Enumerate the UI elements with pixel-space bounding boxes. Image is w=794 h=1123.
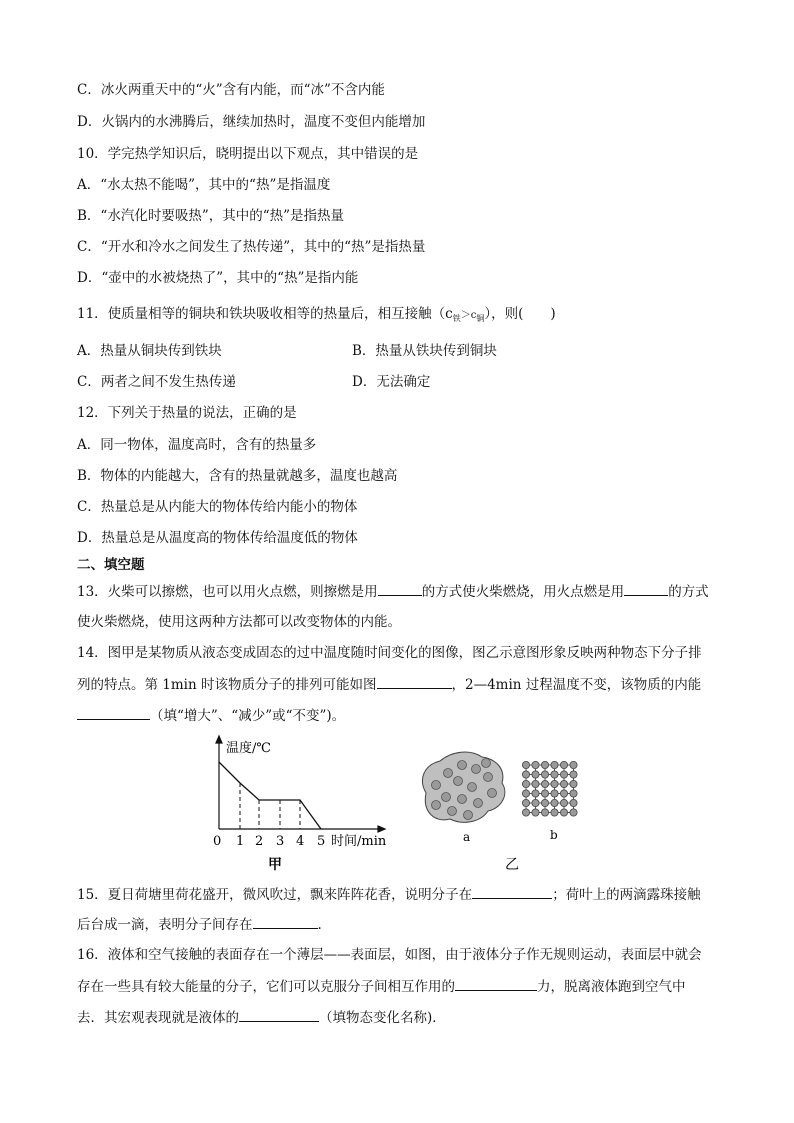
lattice-molecule [560,771,567,778]
q16-line-3: 去．其宏观表现就是液体的 （填物态变化名称)． [77,1007,724,1028]
lattice-molecule [560,780,567,787]
x-tick-4: 4 [296,834,305,849]
lattice-molecule [522,771,529,778]
lattice-molecule [570,771,577,778]
x-axis-label: 时间/min [331,834,387,849]
q11-option-c: C．两者之间不发生热传递 [77,374,236,390]
lattice-molecule [522,809,529,816]
x-tick-5: 5 [317,834,326,849]
x-tick-2: 2 [255,834,264,849]
lattice-molecule [522,761,529,768]
lattice-molecule [522,780,529,787]
caption-yi: 乙 [505,857,519,873]
lattice-molecule [551,790,558,797]
q16-blank-1[interactable] [455,976,537,991]
q15-line-1: 15．夏日荷塘里荷花盛开，微风吹过，飘来阵阵花香，说明分子在 ；荷叶上的两滴露珠接触 [77,884,724,905]
lattice-molecule [541,790,548,797]
q14-line-2: 列的特点。第 1min 时该物质分子的排列可能如图 ，2—4min 过程温度不变，该物质的内能 [77,674,724,695]
q10-option-d: D．“壶中的水被烧热了”，其中的“热”是指内能 [77,270,359,286]
lattice-molecule [532,790,539,797]
q12-stem: 12．下列关于热量的说法，正确的是 [77,405,297,421]
lattice-molecule [532,809,539,816]
lattice-molecule [570,790,577,797]
q11-option-b: B．热量从铁块传到铜块 [352,343,497,359]
lattice-molecule [551,771,558,778]
lattice-molecule [541,761,548,768]
lattice-molecule [551,780,558,787]
lattice-molecule [541,780,548,787]
lattice-molecule [532,799,539,806]
q12-option-c: C．热量总是从内能大的物体传给内能小的物体 [77,499,358,515]
q10-option-a: A．“水太热不能喝”，其中的“热”是指温度 [77,177,331,193]
q16-blank-2[interactable] [239,1007,319,1022]
section-heading-fill-in: 二、填空题 [77,557,145,573]
lattice-molecule [551,761,558,768]
q10-option-b: B．“水汽化时要吸热”，其中的“热”是指热量 [77,208,345,224]
q12-option-b: B．物体的内能越大，含有的热量就越多，温度也越高 [77,468,398,484]
q9-option-c: C．冰火两重天中的“火”含有内能，而“冰”不含内能 [77,82,385,98]
q14-line-3: （填“增大”、“减少”或“不变”)。 [77,705,724,726]
q16-line-2: 存在一些具有较大能量的分子，它们可以克服分子间相互作用的 力，脱离液体跑到空气中 [77,976,724,997]
lattice-molecule [522,790,529,797]
lattice-molecule [551,809,558,816]
x-tick-0: 0 [213,834,222,849]
lattice-molecule [560,809,567,816]
q14-figure [200,733,600,878]
lattice-molecule [532,771,539,778]
q13-blank-2[interactable] [624,581,668,596]
lattice-molecule [560,790,567,797]
q13-blank-1[interactable] [378,581,422,596]
lattice-molecule [570,799,577,806]
q14-line-1: 14．图甲是某物质从液态变成固态的过中温度随时间变化的图像，图乙示意图形象反映两种物态下分子排 [77,645,702,661]
q11-stem: 11．使质量相等的铜块和铁块吸收相等的热量后，相互接触$(c_铁>c_铜)$，则( ) [77,306,556,323]
q13-line-2: 使火柴燃烧，使用这两种方法都可以改变物体的内能。 [77,614,401,630]
lattice-molecule [522,799,529,806]
x-tick-1: 1 [236,834,245,849]
q15-blank-1[interactable] [472,884,552,899]
diagram-b-solid-lattice [522,761,577,816]
lattice-molecule [560,761,567,768]
caption-jia: 甲 [268,857,282,873]
lattice-molecule [560,799,567,806]
q11-option-a: A．热量从铜块传到铁块 [77,343,222,359]
lattice-molecule [570,780,577,787]
lattice-molecule [541,809,548,816]
lattice-molecule [570,761,577,768]
q13-line-1: 13．火柴可以擦燃，也可以用火点燃，则擦燃是用 的方式使火柴燃烧，用火点燃是用 的方式 [77,581,724,602]
q15-blank-2[interactable] [253,914,318,929]
lattice-molecule [532,780,539,787]
temperature-curve [219,762,321,829]
lattice-molecule [570,809,577,816]
q12-option-a: A．同一物体，温度高时，含有的热量多 [77,437,317,453]
q14-blank-2[interactable] [77,705,150,720]
lattice-molecule [541,799,548,806]
q15-line-2: 后台成一滴，表明分子间存在 . [77,914,724,935]
q14-blank-1[interactable] [377,674,452,689]
q16-line-1: 16．液体和空气接触的表面存在一个薄层——表面层，如图，由于液体分子作无规则运动，表面层中就会 [77,947,702,963]
diagram-label-b: b [550,828,558,842]
x-tick-3: 3 [276,834,285,849]
lattice-molecule [551,799,558,806]
lattice-molecule [541,771,548,778]
q9-option-d: D．火锅内的水沸腾后，继续加热时，温度不变但内能增加 [77,114,426,130]
q10-option-c: C．“开水和冷水之间发生了热传递”，其中的“热”是指热量 [77,239,426,255]
diagram-label-a: a [463,830,471,844]
q10-stem: 10．学完热学知识后，晓明提出以下观点，其中错误的是 [77,146,419,162]
q11-option-d: D．无法确定 [352,374,431,390]
lattice-molecule [532,761,539,768]
graph-dashed-guides [240,783,300,829]
diagram-a-liquid [422,752,504,822]
y-axis-label: 温度/℃ [226,741,271,756]
q12-option-d: D．热量总是从温度高的物体传给温度低的物体 [77,530,358,546]
